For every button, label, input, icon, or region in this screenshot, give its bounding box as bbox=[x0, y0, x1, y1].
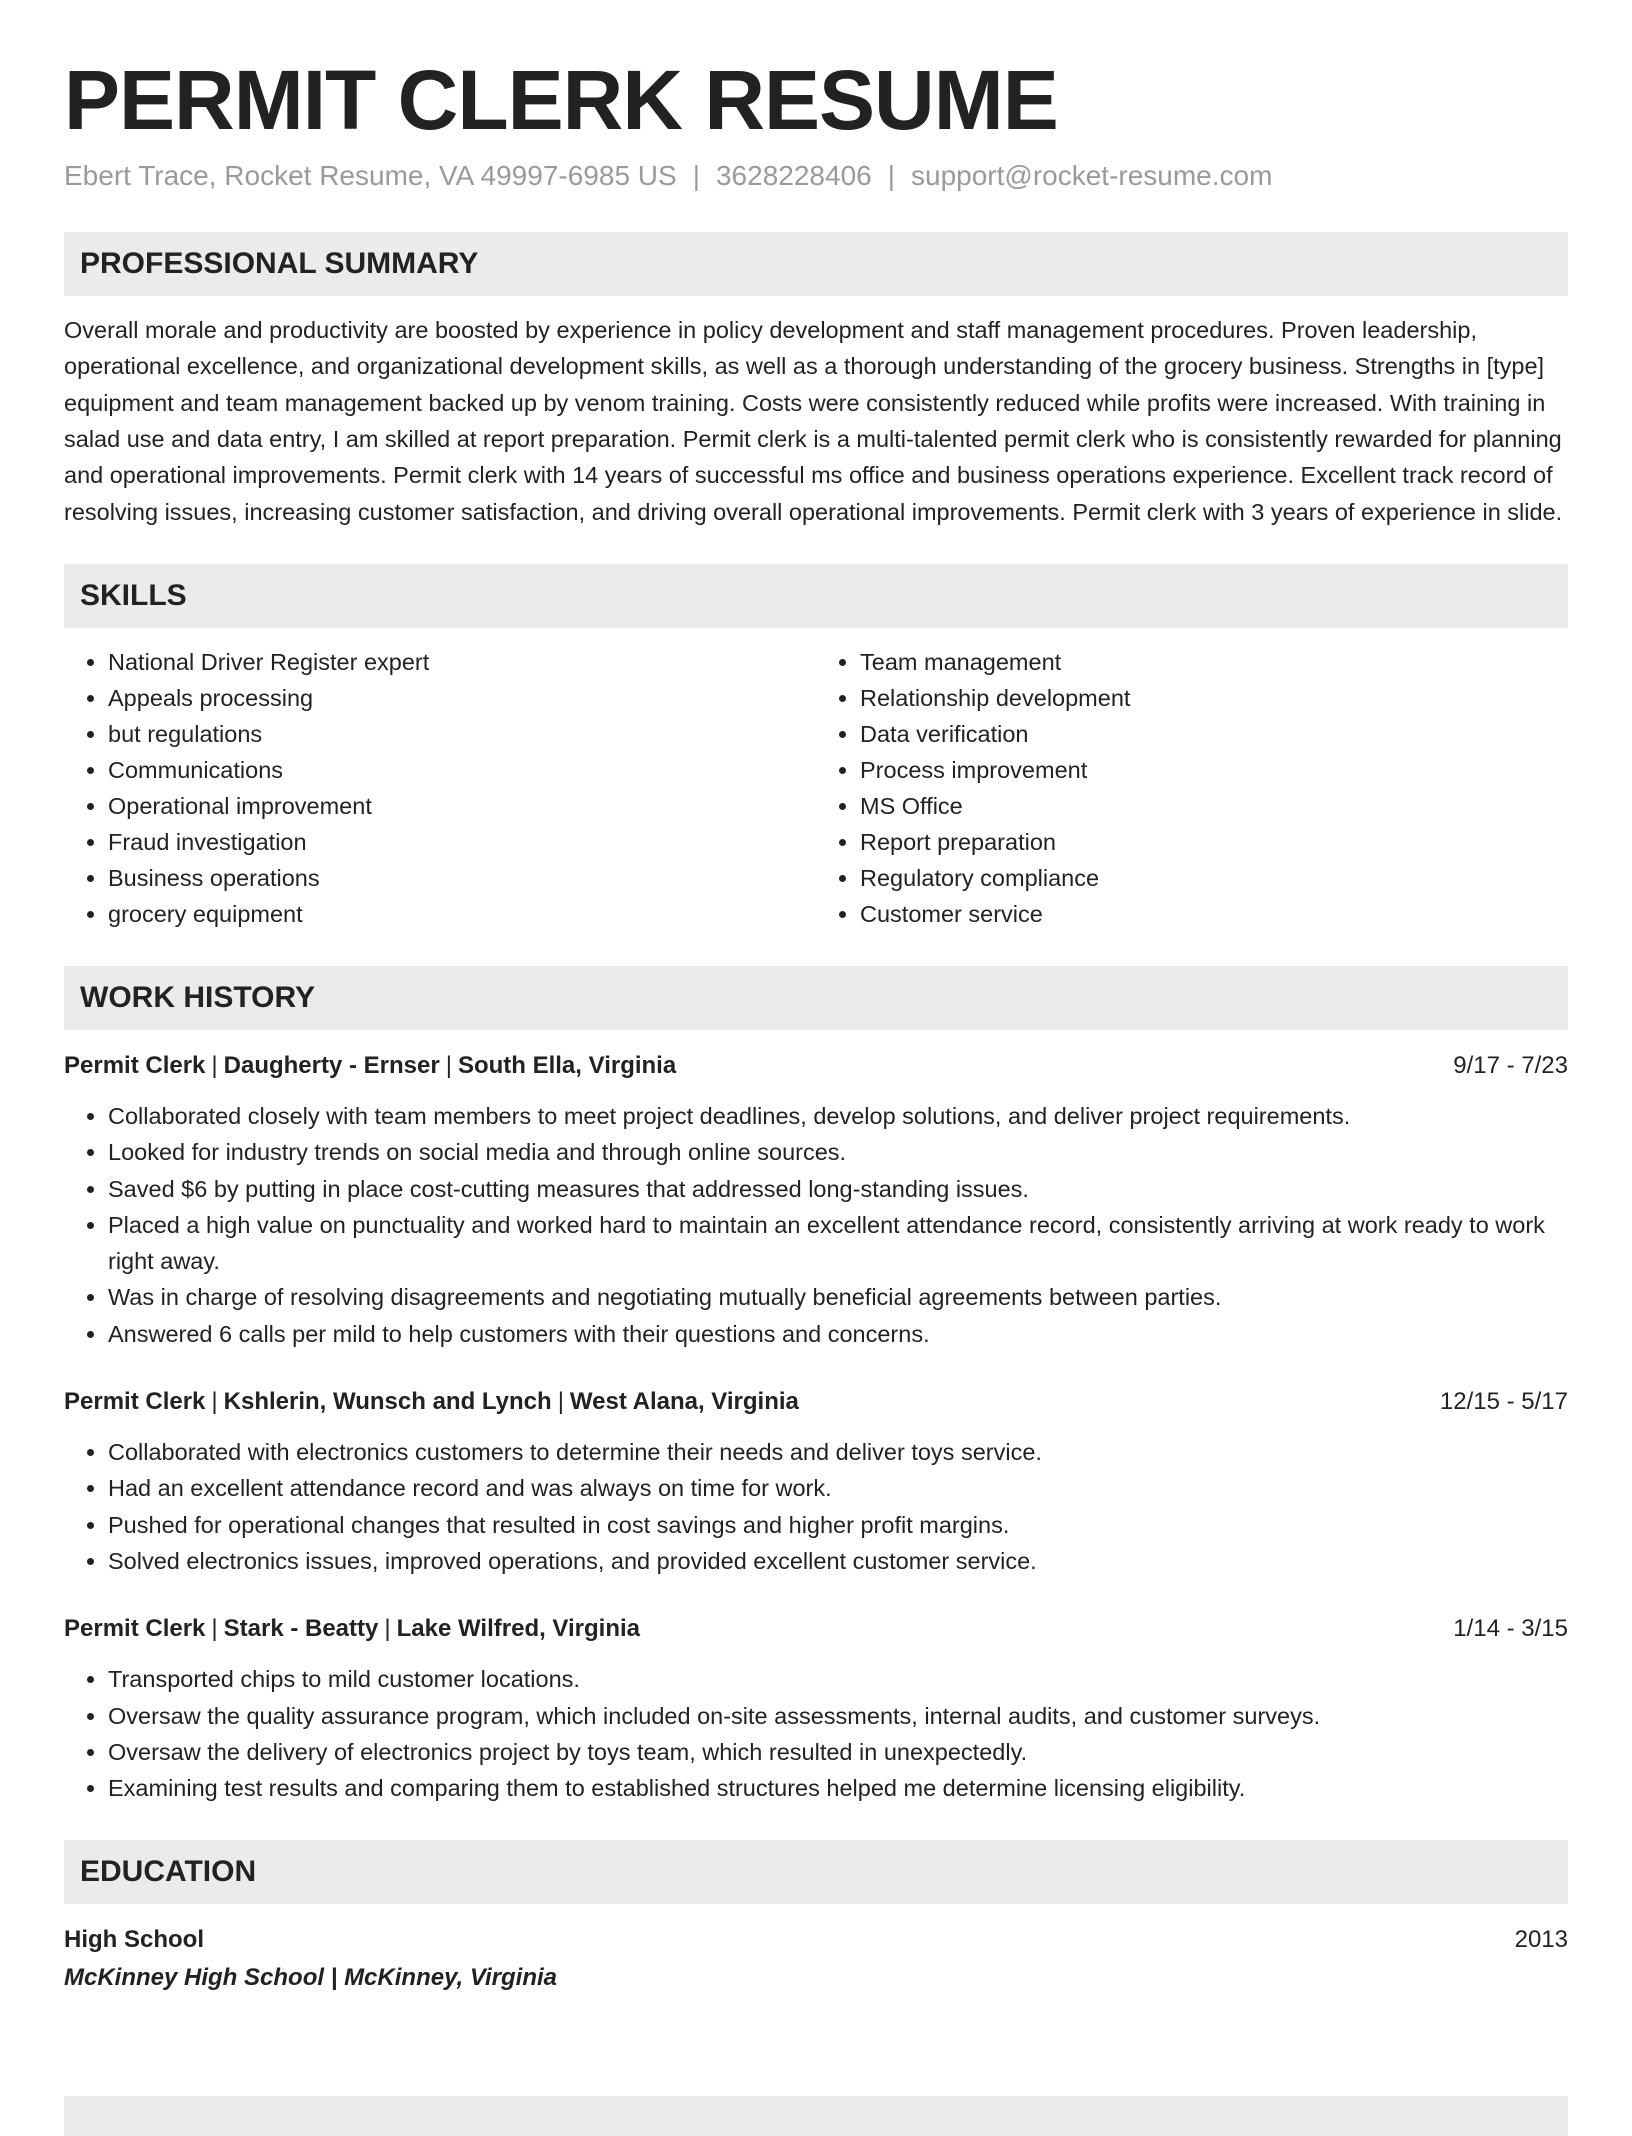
job-company: Kshlerin, Wunsch and Lynch bbox=[223, 1388, 552, 1416]
job-heading-separator: | bbox=[211, 1388, 218, 1416]
education-header bbox=[64, 1922, 1568, 1958]
job-title: Permit Clerk bbox=[64, 1051, 206, 1079]
job-header bbox=[64, 1048, 1568, 1084]
skill-item: • Operational improvement bbox=[108, 788, 816, 824]
skill-item: • National Driver Register expert bbox=[108, 644, 816, 680]
contact-phone: 3628228406 bbox=[715, 160, 872, 192]
job-bullet: • Oversaw the delivery of electronics project by toys team, which resulted in unexpectedly. bbox=[108, 1734, 1568, 1770]
contact-email: support@rocket-resume.com bbox=[911, 160, 1273, 192]
skills-list bbox=[64, 644, 1568, 932]
education-year: 2013 bbox=[1514, 1926, 1568, 1954]
job-bullet: • Pushed for operational changes that resulted in cost savings and higher profit margins. bbox=[108, 1507, 1568, 1543]
job-bullet: • Saved $6 by putting in place cost-cutting measures that addressed long-standing issues. bbox=[108, 1171, 1568, 1207]
job-heading bbox=[64, 1048, 676, 1084]
skill-item: • Relationship development bbox=[860, 680, 1568, 716]
job-heading-separator: | bbox=[384, 1615, 391, 1643]
job-bullet: • Was in charge of resolving disagreements and negotiating mutually beneficial agreements between parties. bbox=[108, 1279, 1568, 1315]
job-dates: 9/17 - 7/23 bbox=[1453, 1051, 1568, 1079]
skill-item: • Business operations bbox=[108, 860, 816, 896]
job-bullet: • Solved electronics issues, improved operations, and provided excellent customer service. bbox=[108, 1543, 1568, 1579]
job-bullet: • Had an excellent attendance record and was always on time for work. bbox=[108, 1470, 1568, 1506]
job-company: Stark - Beatty bbox=[223, 1615, 379, 1643]
education-entry bbox=[64, 1922, 1568, 1998]
job-bullets bbox=[64, 1098, 1568, 1352]
section-heading-skills: SKILLS bbox=[64, 564, 1568, 628]
job-bullet: • Transported chips to mild customer locations. bbox=[108, 1661, 1568, 1697]
skills-column-left bbox=[64, 644, 816, 932]
job-dates: 12/15 - 5/17 bbox=[1439, 1388, 1568, 1416]
job-bullets bbox=[64, 1434, 1568, 1579]
job-header bbox=[64, 1611, 1568, 1647]
job-heading-separator: | bbox=[557, 1388, 564, 1416]
skill-item: • Process improvement bbox=[860, 752, 1568, 788]
job-dates: 1/14 - 3/15 bbox=[1453, 1615, 1568, 1643]
job-bullet: • Looked for industry trends on social media and through online sources. bbox=[108, 1134, 1568, 1170]
skill-item: • grocery equipment bbox=[108, 896, 816, 932]
job-location: West Alana, Virginia bbox=[569, 1388, 799, 1416]
skill-item: • Communications bbox=[108, 752, 816, 788]
skills-column-right bbox=[816, 644, 1568, 932]
skill-item: • Team management bbox=[860, 644, 1568, 680]
skill-item: • but regulations bbox=[108, 716, 816, 752]
job-location: South Ella, Virginia bbox=[457, 1051, 677, 1079]
job-bullet: • Placed a high value on punctuality and worked hard to maintain an excellent attendance record, consistently arriving at work ready to work right away. bbox=[108, 1207, 1568, 1280]
job-bullet: • Examining test results and comparing them to established structures helped me determine licensing eligibility. bbox=[108, 1770, 1568, 1806]
job-location: Lake Wilfred, Virginia bbox=[396, 1615, 641, 1643]
job-entry bbox=[64, 1384, 1568, 1579]
skill-item: • Fraud investigation bbox=[108, 824, 816, 860]
section-heading-next bbox=[64, 2096, 1568, 2136]
job-heading bbox=[64, 1611, 640, 1647]
job-company: Daugherty - Ernser bbox=[223, 1051, 440, 1079]
job-header bbox=[64, 1384, 1568, 1420]
job-bullets bbox=[64, 1661, 1568, 1806]
job-bullet: • Answered 6 calls per mild to help customers with their questions and concerns. bbox=[108, 1316, 1568, 1352]
job-title: Permit Clerk bbox=[64, 1615, 206, 1643]
section-heading-education: EDUCATION bbox=[64, 1840, 1568, 1904]
section-heading-work-history: WORK HISTORY bbox=[64, 966, 1568, 1030]
job-heading-separator: | bbox=[211, 1051, 218, 1079]
job-bullet: • Collaborated with electronics customers to determine their needs and deliver toys service. bbox=[108, 1434, 1568, 1470]
job-title: Permit Clerk bbox=[64, 1388, 206, 1416]
skill-item: • Regulatory compliance bbox=[860, 860, 1568, 896]
work-history-list bbox=[64, 1048, 1568, 1806]
skill-item: • Data verification bbox=[860, 716, 1568, 752]
skill-item: • MS Office bbox=[860, 788, 1568, 824]
summary-text: Overall morale and productivity are boosted by experience in policy development and staff management procedures. Proven leadership, operational excellence, and organizational development skills, as well as a thorough understanding of the grocery business. Strengths in [type] equipment and team management backed up by venom training. Costs were consistently reduced while profits were increased. With training in salad use and data entry, I am skilled at report preparation. Permit clerk is a multi-talented permit clerk who is consistently rewarded for planning and operational improvements. Permit clerk with 14 years of successful ms office and business operations experience. Excellent track record of resolving issues, increasing customer satisfaction, and driving overall operational improvements. Permit clerk with 3 years of experience in slide. bbox=[64, 317, 1563, 525]
contact-separator: | bbox=[887, 160, 895, 192]
job-bullet: • Oversaw the quality assurance program, which included on-site assessments, internal audits, and customer surveys. bbox=[108, 1698, 1568, 1734]
skill-item: • Report preparation bbox=[860, 824, 1568, 860]
job-entry bbox=[64, 1611, 1568, 1806]
contact-separator: | bbox=[692, 160, 700, 192]
job-bullet: • Collaborated closely with team members to meet project deadlines, develop solutions, and deliver project requirements. bbox=[108, 1098, 1568, 1134]
education-degree: High School bbox=[64, 1926, 204, 1954]
contact-address: Ebert Trace, Rocket Resume, VA 49997-6985 US bbox=[64, 160, 677, 192]
job-entry bbox=[64, 1048, 1568, 1352]
job-heading-separator: | bbox=[445, 1051, 452, 1079]
skill-item: • Customer service bbox=[860, 896, 1568, 932]
section-heading-summary: PROFESSIONAL SUMMARY bbox=[64, 232, 1568, 296]
job-heading-separator: | bbox=[211, 1615, 218, 1643]
education-school: McKinney High School | McKinney, Virginia bbox=[64, 1964, 557, 1992]
resume-title: PERMIT CLERK RESUME bbox=[64, 53, 1058, 147]
contact-line bbox=[64, 160, 1568, 192]
skill-item: • Appeals processing bbox=[108, 680, 816, 716]
job-heading bbox=[64, 1384, 799, 1420]
